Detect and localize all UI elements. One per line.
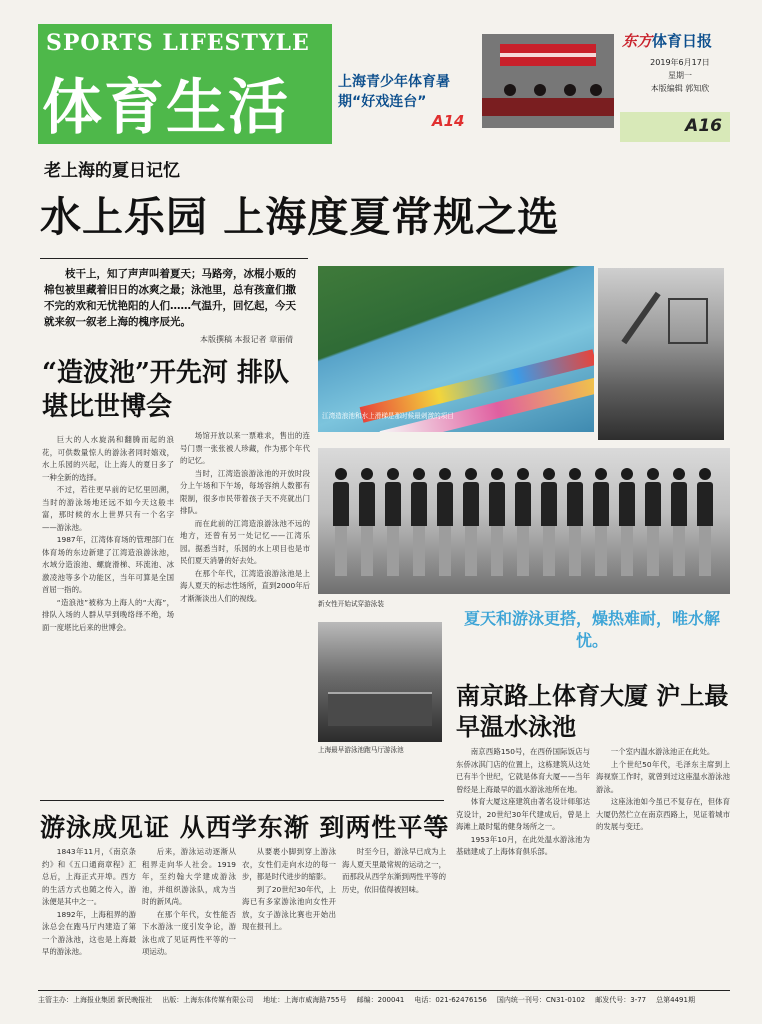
- page-editor: 本版编辑 郭知欣: [650, 84, 710, 93]
- footer-item: 主管主办：上海报业集团 新民晚报社: [38, 996, 153, 1004]
- swimming-history-headline[interactable]: 游泳成见证 从西学东渐 到两性平等: [40, 813, 450, 842]
- swimmer-figure: [332, 468, 350, 580]
- paragraph: 当时，江湾造浪游泳池的开放时段分上午场和下午场，每场容纳人数都有限制，很多市民带着孩子天不亮就出门排队。: [180, 468, 310, 515]
- conference-banner: [500, 44, 596, 66]
- footer-item: 邮发代号：3-77: [595, 996, 647, 1004]
- person-figure: [504, 84, 516, 96]
- swimmer-figure: [410, 468, 428, 580]
- page-number-box: [620, 112, 730, 142]
- swimmer-figure: [436, 468, 454, 580]
- paragraph: 南京西路150号，在西侨国际饭店与东侨冰淇门店的位置上，这栋建筑从这处已有半个世纪，它就是体育大厦——当年曾经是上海最早的温水游泳池所在地。: [456, 747, 590, 794]
- paragraph: 到了20世纪30年代，上海已有多家游泳池向女性开放，女子游泳比赛也开始出现在报刊上。: [242, 884, 336, 931]
- paragraph: 1892年，上海租界的游泳总会在跑马厅内建造了第一个游泳池，这也是上海最早的游泳池。: [42, 909, 136, 956]
- paragraph: “造浪池”被称为上海人的“大海”，排队入场的人群从早到晚络绎不绝，场面一度堪比后来的世博会。: [42, 597, 174, 632]
- vintage-slide-photo: [598, 268, 724, 440]
- paragraph: 这座泳池如今虽已不复存在，但体育大厦仍然伫立在南京西路上，见证着城市的发展与变迁。: [596, 797, 730, 831]
- paragraph: 在那个年代，江湾造浪游泳池是上海人夏天的标志性场所，直到2000年后才渐渐淡出人们的视线。: [180, 568, 310, 603]
- paragraph: 一个室内温水游泳池正在此处。: [610, 747, 715, 756]
- person-figure: [534, 84, 546, 96]
- history-column-3: [242, 846, 336, 982]
- footer-item: 电话：021-62476156: [414, 996, 487, 1004]
- footer-imprint: [38, 990, 730, 1005]
- paragraph: 1843年11月，《南京条约》和《五口通商章程》汇总后，上海正式开埠。西方的生活方式也随之传入，游泳便是其中之一。: [42, 847, 136, 906]
- paragraph: 在那个年代，女性能否下水游泳一度引发争论，游泳也成了见证两性平等的一项运动。: [142, 909, 236, 956]
- masthead-chinese-title: 体育生活: [42, 73, 290, 143]
- lead-paragraph: 枝干上，知了声声叫着夏天；马路旁，冰棍小贩的棉包被里藏着旧日的冰爽之最；泳池里，总有孩童们撒不完的欢和无忧艳阳的人们……气温升，回忆起，今天就来叙一叙老上海的槐序辰光。: [44, 268, 296, 328]
- paragraph: 1953年10月，在此处温水游泳池为基础建成了上海体育俱乐部。: [456, 834, 590, 856]
- person-figure: [564, 84, 576, 96]
- swimmer-figure: [462, 468, 480, 580]
- pool-water: [328, 692, 432, 726]
- issue-info: [640, 56, 720, 95]
- issue-date: 2019年6月17日: [650, 58, 710, 67]
- swimmers-group-photo: [318, 448, 730, 594]
- slide-frame: [621, 292, 660, 345]
- paragraph: 后来，游泳运动逐渐从租界走向华人社会。1919年，至约翰大学建成游泳池，并组织游泳队，成为当时的新风尚。: [142, 847, 236, 906]
- lead-headline[interactable]: 水上乐园 上海度夏常规之选: [40, 193, 560, 241]
- indoor-pool-caption: 上海最早游泳池跑马厅游泳池: [318, 746, 404, 754]
- paragraph: 上个世纪50年代，毛泽东主席到上海视察工作时，就曾到过这座温水游泳池游泳。: [596, 759, 730, 794]
- swimmer-figure: [358, 468, 376, 580]
- swimmer-figure: [384, 468, 402, 580]
- wave-pool-column-2: [180, 270, 310, 792]
- person-figure: [590, 84, 602, 96]
- conference-desk: [482, 98, 614, 116]
- footer-item: 出版：上海东体传媒有限公司: [162, 996, 254, 1004]
- divider: [40, 258, 308, 259]
- swimmers-caption: 新女性开始试穿游泳装: [318, 600, 384, 608]
- pool-photo-caption: 江湾造浪池和水上滑梯是那时候最刺激的项目: [322, 412, 454, 420]
- wave-pool-headline[interactable]: “造波池”开先河 排队堪比世博会: [42, 358, 289, 422]
- issue-weekday: 星期一: [668, 71, 692, 80]
- nanjing-column-2: [596, 746, 730, 952]
- slide-tower: [668, 298, 708, 344]
- masthead-english-title: SPORTS LIFESTYLE: [46, 30, 310, 56]
- nanjing-column-1: [456, 746, 590, 952]
- history-column-4: [342, 846, 446, 982]
- swimmer-figure: [696, 468, 714, 580]
- swimmer-figure: [644, 468, 662, 580]
- paragraph: 体育大厦这座建筑由著名设计师邬达克设计，20世纪30年代建成后，曾是上海滩上最时髦的健身场所之一。: [456, 797, 590, 831]
- swimmer-figure: [566, 468, 584, 580]
- byline: 本版撰稿 本报记者 章丽倩: [200, 335, 294, 344]
- swimmer-figure: [592, 468, 610, 580]
- page-number: A16: [685, 116, 722, 136]
- swimmer-figure: [488, 468, 506, 580]
- swimmer-figure: [670, 468, 688, 580]
- nanjing-road-headline[interactable]: 南京路上体育大厦 沪上最早温水泳池: [456, 681, 729, 741]
- footer-item: 邮编：200041: [356, 996, 405, 1004]
- history-column-2: [142, 846, 236, 982]
- logo-part-a: 东方: [622, 32, 653, 50]
- teaser-headline[interactable]: 上海青少年体育暑期“好戏连台”: [338, 74, 450, 110]
- paragraph: 从要裹小脚到穿上游泳衣，女性们走向水边的每一步，都是时代进步的缩影。: [242, 847, 336, 881]
- wave-pool-column-1: [42, 434, 174, 792]
- water-park-photo: [318, 266, 594, 432]
- paragraph: 1987年，江湾体育场的管理部门在体育场的东边新建了江湾造浪游泳池，水域分造浪池、螺旋滑梯、环流池、冰激凌池等多个功能区，当年可算是全国首屈一指的。: [42, 535, 174, 594]
- masthead: [38, 24, 332, 144]
- paragraph: 而在此前的江湾造浪游泳池不远的地方，还曾有另一处记忆——江湾乐园。据悉当时，乐园的水上项目也是市民们夏天消暑的好去处。: [180, 518, 310, 565]
- logo-part-b: 体育日报: [652, 32, 713, 50]
- swimmer-figure: [540, 468, 558, 580]
- paragraph: 场馆开放以来一票难求，售出的连号门票一张张被人珍藏，作为那个年代的记忆。: [180, 431, 310, 465]
- lead-kicker: 老上海的夏日记忆: [44, 161, 180, 181]
- footer-item: 国内统一刊号：CN31-0102: [496, 996, 586, 1004]
- paragraph: 时至今日，游泳早已成为上海人夏天里最常规的运动之一，而那段从西学东渐到两性平等的历史，依旧值得被回味。: [342, 847, 446, 894]
- newspaper-logo: [622, 30, 712, 51]
- paragraph: 巨大的人水旋涡和翻腾而起的浪花，可供数量惊人的游泳者同时嬉戏，水上乐园的兴起，让上海人的夏日多了一种全新的选择。: [42, 435, 174, 482]
- history-column-1: [42, 846, 136, 982]
- footer-item: 地址：上海市威海路755号: [263, 996, 347, 1004]
- teaser-page-number[interactable]: A14: [432, 112, 465, 130]
- paragraph: 不过，若往更早前的记忆里回溯，当时的游泳场地还远不如今天这般丰富，那时候的水上世界只有一个名字——游泳池。: [42, 485, 174, 532]
- pull-quote: 夏天和游泳更搭，燥热难耐，唯水解忧。: [463, 609, 720, 650]
- footer-item: 总第4491期: [656, 996, 695, 1004]
- swimmer-figure: [618, 468, 636, 580]
- divider: [40, 800, 444, 801]
- swimmer-figure: [514, 468, 532, 580]
- indoor-pool-photo: [318, 622, 442, 742]
- teaser-photo: [482, 34, 614, 128]
